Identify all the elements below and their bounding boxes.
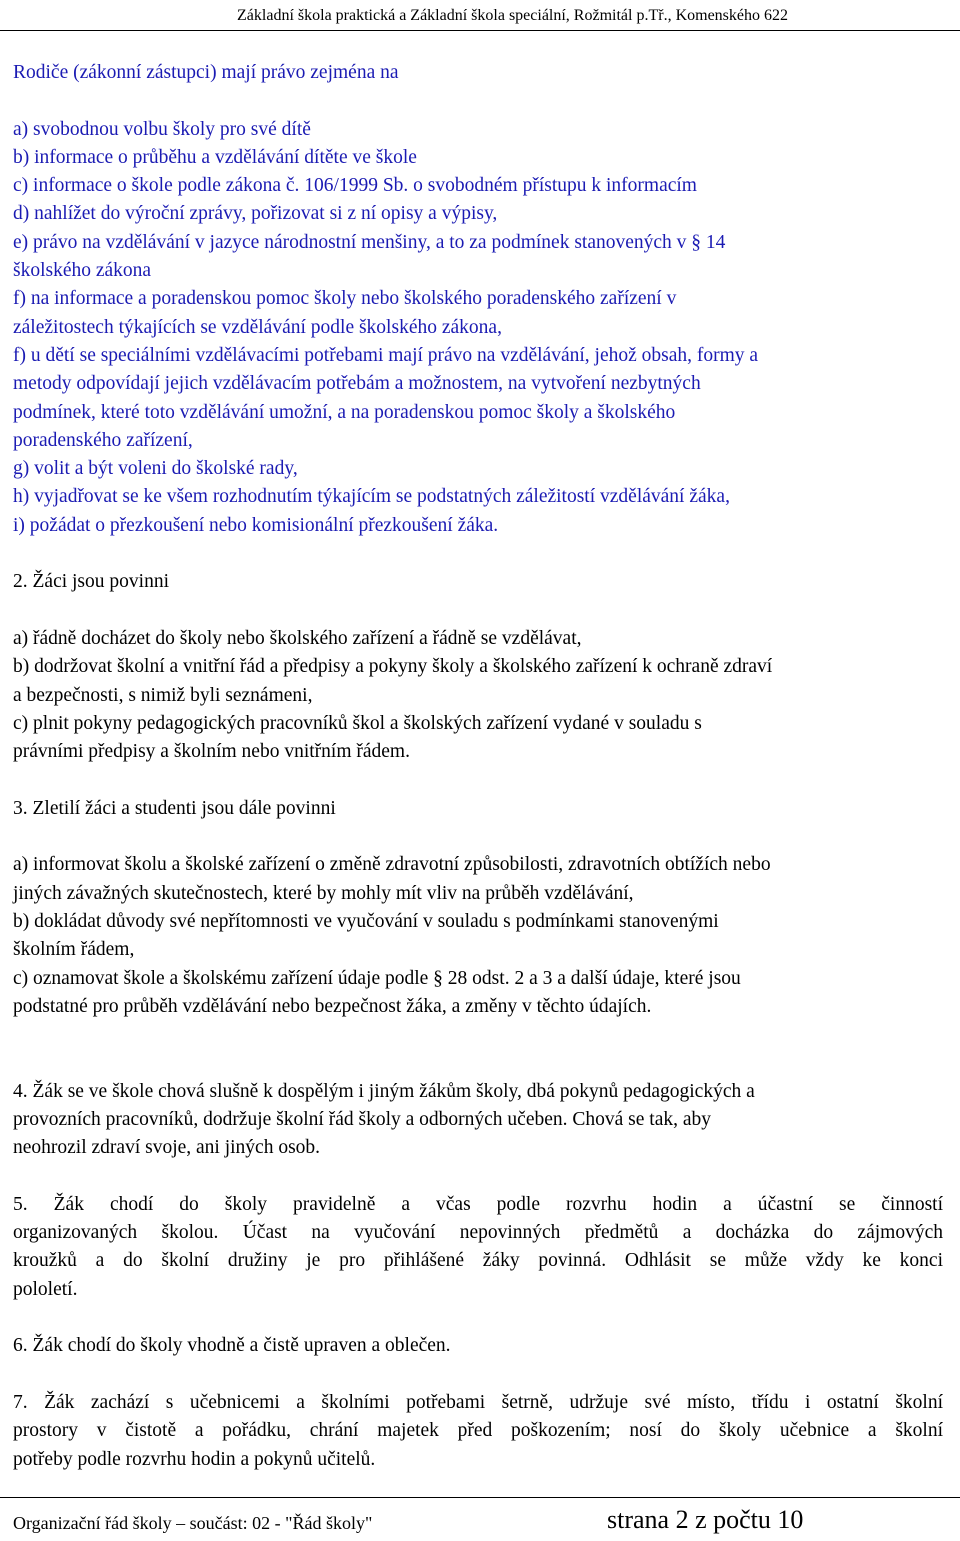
section-2-line: a bezpečnosti, s nimiž byli seznámeni, xyxy=(13,684,313,706)
section-4-line: provozních pracovníků, dodržuje školní řád školy a odborných učeben. Chová se tak, aby xyxy=(13,1108,712,1130)
section-5-line: pololetí. xyxy=(13,1278,78,1300)
parents-item-f2-cont-3: poradenského zařízení, xyxy=(13,429,193,451)
parents-item-f: f) na informace a poradenskou pomoc školy nebo školského poradenského zařízení v xyxy=(13,288,677,310)
parents-item-g: g) volit a být voleni do školské rady, xyxy=(13,458,298,480)
section-3-title: 3. Zletilí žáci a studenti jsou dále povinni xyxy=(13,797,336,819)
section-2-line: c) plnit pokyny pedagogických pracovníků škol a školských zařízení vydané v souladu s xyxy=(13,712,702,734)
section-5-line: organizovaných školou. Účast na vyučování nepovinných předmětů a docházka do zájmových xyxy=(13,1222,943,1244)
parents-item-h: h) vyjadřovat se ke všem rozhodnutím týkajícím se podstatných záležitostí vzdělávání žáka, xyxy=(13,486,730,508)
spacer xyxy=(13,766,943,794)
parents-item-d: d) nahlížet do výroční zprávy, pořizovat si z ní opisy a výpisy, xyxy=(13,203,498,225)
section-3-line: b) dokládat důvody své nepřítomnosti ve vyučování v souladu s podmínkami stanovenými xyxy=(13,910,719,932)
spacer xyxy=(13,597,943,625)
page-footer xyxy=(0,1497,960,1541)
spacer xyxy=(13,87,943,115)
footer-document-name: Organizační řád školy – součást: 02 - "Řád školy" xyxy=(13,1513,373,1533)
footer-page-number: strana 2 z počtu 10 xyxy=(607,1505,804,1534)
parents-item-f-cont: záležitostech týkajících se vzdělávání podle školského zákona, xyxy=(13,316,502,338)
section-2-line: b) dodržovat školní a vnitřní řád a předpisy a pokyny školy a školského zařízení k ochraně zdraví xyxy=(13,656,773,678)
section-2-line: a) řádně docházet do školy nebo školského zařízení a řádně se vzdělávat, xyxy=(13,627,582,649)
section-parents-title: Rodiče (zákonní zástupci) mají právo zejména na xyxy=(13,62,399,83)
section-5-line: 5. Žák chodí do školy pravidelně a včas podle rozvrhu hodin a účastní se činností xyxy=(13,1193,943,1215)
section-6-line: 6. Žák chodí do školy vhodně a čistě upraven a oblečen. xyxy=(13,1335,451,1357)
section-7-line: potřeby podle rozvrhu hodin a pokynů učitelů. xyxy=(13,1448,376,1470)
header-rule xyxy=(0,30,960,31)
parents-item-e: e) právo na vzdělávání v jazyce národnostní menšiny, a to za podmínek stanovených v § 14 xyxy=(13,231,726,253)
spacer xyxy=(13,1049,943,1077)
parents-item-c: c) informace o škole podle zákona č. 106/1999 Sb. o svobodném přístupu k informacím xyxy=(13,175,697,197)
spacer xyxy=(13,1163,943,1191)
section-2-line: právními předpisy a školním nebo vnitřním řádem. xyxy=(13,741,410,763)
section-3-line: a) informovat školu a školské zařízení o změně zdravotní způsobilosti, zdravotních obtížích nebo xyxy=(13,854,771,876)
section-7-line: 7. Žák zachází s učebnicemi a školními potřebami šetrně, udržuje své místo, třídu i ostatní školní xyxy=(13,1391,943,1413)
parents-item-f2: f) u dětí se speciálními vzdělávacími potřebami mají právo na vzdělávání, jehož obsah, formy a xyxy=(13,344,759,366)
section-3-line: podstatné pro průběh vzdělávání nebo bezpečnost žáka, a změny v těchto údajích. xyxy=(13,995,652,1017)
document-body xyxy=(13,59,943,1474)
parents-item-b: b) informace o průběhu a vzdělávání dítěte ve škole xyxy=(13,146,417,168)
section-3-line: jiných závažných skutečnostech, které by mohly mít vliv na průběh vzdělávání, xyxy=(13,882,634,904)
parents-item-a: a) svobodnou volbu školy pro své dítě xyxy=(13,118,311,140)
section-5-line: kroužků a do školní družiny je pro přihlášené žáky povinná. Odhlásit se může vždy ke konci xyxy=(13,1250,943,1272)
section-3-line: c) oznamovat škole a školskému zařízení údaje podle § 28 odst. 2 a 3 a další údaje, které jsou xyxy=(13,967,741,989)
spacer xyxy=(13,1021,943,1049)
section-7-line: prostory v čistotě a pořádku, chrání majetek před poškozením; nosí do školy učebnice a školní xyxy=(13,1420,943,1442)
spacer xyxy=(13,1304,943,1332)
spacer xyxy=(13,1361,943,1389)
section-2-title: 2. Žáci jsou povinni xyxy=(13,571,169,593)
spacer xyxy=(13,540,943,568)
parents-item-i: i) požádat o přezkoušení nebo komisionální přezkoušení žáka. xyxy=(13,514,499,536)
spacer xyxy=(13,823,943,851)
section-4-line: neohrozil zdraví svoje, ani jiných osob. xyxy=(13,1137,321,1159)
header-text: Základní škola praktická a Základní škola speciální, Rožmitál p.Tř., Komenského 622 xyxy=(237,7,788,24)
section-4-line: 4. Žák se ve škole chová slušně k dospělým i jiným žákům školy, dbá pokynů pedagogických a xyxy=(13,1080,755,1102)
parents-item-f2-cont-1: metody odpovídají jejich vzdělávacím potřebám a možnostem, na vytvoření nezbytných xyxy=(13,373,701,395)
page-header xyxy=(0,0,960,32)
section-3-line: školním řádem, xyxy=(13,939,135,961)
parents-item-e-cont: školského zákona xyxy=(13,260,152,282)
parents-item-f2-cont-2: podmínek, které toto vzdělávání umožní, a na poradenskou pomoc školy a školského xyxy=(13,401,676,423)
